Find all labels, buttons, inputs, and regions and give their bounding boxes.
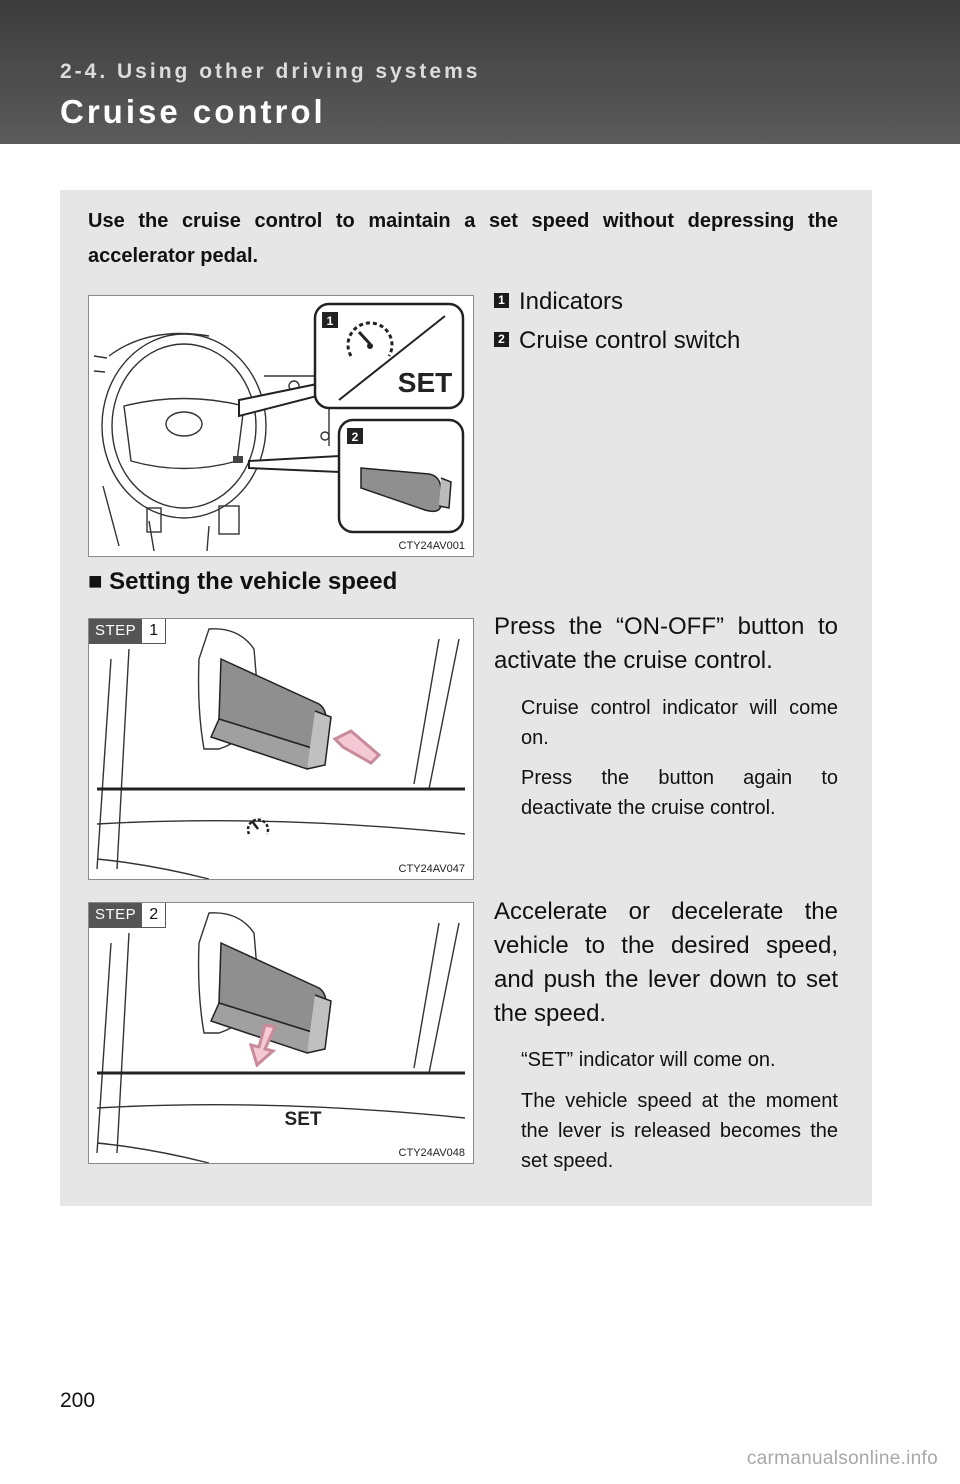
step2-note: “SET” indicator will come on. <box>521 1049 776 1071</box>
intro-text: Use the cruise control to maintain a set speed without depressing the accelerator pedal. <box>88 210 838 267</box>
callout-number: 2 <box>494 332 509 347</box>
lever-on-off-illustration <box>89 619 473 879</box>
set-indicator-label: SET <box>397 367 453 398</box>
callout-label: Indicators <box>519 288 624 315</box>
step2-instruction: Accelerate or decelerate the vehicle to the desired speed, and push the lever down to set the speed. <box>494 898 838 1027</box>
page-title: Cruise control <box>60 93 326 130</box>
step-badge <box>89 619 166 644</box>
set-indicator-label: SET <box>284 1109 322 1130</box>
step2-note: The vehicle speed at the moment the lever is released becomes the set speed. <box>521 1090 838 1172</box>
content-panel <box>60 190 872 1206</box>
step1-illustration <box>88 618 474 880</box>
step-word: STEP <box>89 903 142 927</box>
step1-note: Cruise control indicator will come on. <box>521 697 838 749</box>
figure-code: CTY24AV047 <box>398 863 465 875</box>
page-number: 200 <box>60 1389 96 1412</box>
callout-label: Cruise control switch <box>519 327 741 354</box>
section-heading: ■ Setting the vehicle speed <box>88 568 398 595</box>
lever-down-illustration <box>89 903 473 1163</box>
step2-illustration <box>88 902 474 1164</box>
figure-code: CTY24AV001 <box>398 540 465 552</box>
step-word: STEP <box>89 619 142 643</box>
watermark: carmanualsonline.info <box>746 1448 938 1469</box>
step-number: 2 <box>142 903 165 927</box>
step-number: 1 <box>142 619 165 643</box>
steering-wheel-illustration <box>89 296 473 556</box>
step1-note: Press the button again to deactivate the cruise control. <box>521 767 838 819</box>
callout-switch <box>494 327 740 355</box>
svg-text:2: 2 <box>351 430 359 444</box>
step1-instruction: Press the “ON-OFF” button to activate the cruise control. <box>494 613 838 674</box>
callout-number: 1 <box>494 293 509 308</box>
step-badge <box>89 903 166 928</box>
page-header <box>0 0 960 144</box>
callout-indicators <box>494 288 623 316</box>
figure-code: CTY24AV048 <box>398 1147 465 1159</box>
section-label: 2-4. Using other driving systems <box>60 60 481 83</box>
svg-text:1: 1 <box>326 314 334 328</box>
overview-illustration <box>88 295 474 557</box>
